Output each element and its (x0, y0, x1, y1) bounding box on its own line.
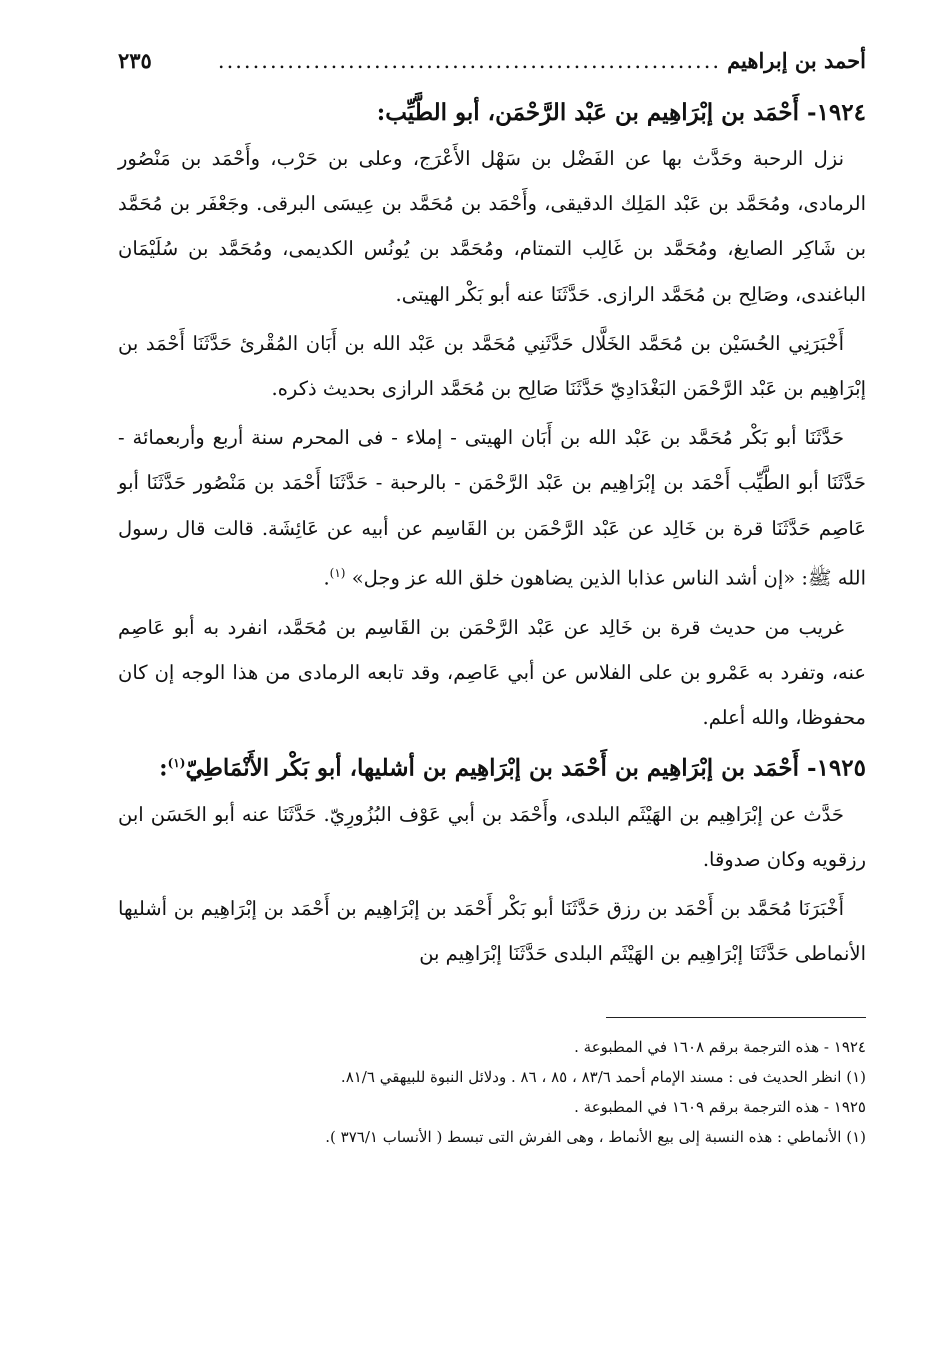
footnote-marker: (١) (329, 565, 346, 580)
entry-1924-paragraph-2: أَخْبَرَنِي الحُسَيْن بن مُحَمَّد الخَلَّال حَدَّثَنِي مُحَمَّد بن عَبْد الله بن أَبَان المُقْرئ حَدَّثَنَا أَحْمَد بن إبْرَاهِيم بن عَبْد الرَّحْمَن البَغْدَادِيّ حَدَّثَنَا صَالِح بن مُحَمَّد الرازى بحديث ذكره. (118, 331, 866, 401)
running-header (118, 48, 866, 90)
page-number: ٢٣٥ (118, 48, 152, 73)
entry-1924-heading: ١٩٢٤- أَحْمَد بن إبْرَاهِيم بن عَبْد الرَّحْمَن، أبو الطَّيِّب: (376, 99, 866, 126)
entry-1924-paragraph-3 (118, 415, 866, 600)
sentence-end: . (323, 566, 330, 590)
footnote-separator (606, 1017, 866, 1018)
entry-1925-heading (118, 740, 866, 792)
footnote-item: ١٩٢٥ - هذه الترجمة برقم ١٦٠٩ في المطبوعة . (574, 1097, 866, 1116)
footnotes (118, 1032, 866, 1152)
heading-colon: : (159, 754, 168, 782)
entry-1924-paragraph-4: غريب من حديث قرة بن خَالِد عن عَبْد الرَّحْمَن بن القَاسِم بن مُحَمَّد، انفرد به أبو عَاصِم عنه، وتفرد به عَمْرو بن على الفلاس عن أبي عَاصِم، وقد تابعه الرمادى من هذا الوجه إن كان محفوظا، والله أعلم. (118, 615, 866, 729)
entry-1925-paragraph-2: أَخْبَرَنَا مُحَمَّد بن أَحْمَد بن رزق حَدَّثَنَا أبو بَكْر أَحْمَد بن إبْرَاهِيم بن أَحْمَد بن إبْرَاهِيم بن أشليها الأنماطى حَدَّثَنَا إبْرَاهِيم بن الهَيْثَم البلدى حَدَّثَنَا إبْرَاهِيم بن (118, 897, 866, 966)
footnote-item: (١) الأنماطي : هذه النسبة إلى بيع الأنماط ، وهى الفرش التى تبسط ( الأنساب ٣٧٦/١ ). (325, 1127, 866, 1146)
footnote-item: (١) انظر الحديث فى : مسند الإمام أحمد ٨٣/٦ ، ٨٥ ، ٨٦ . ودلائل النبوة للبيهقي ٨١/٦. (340, 1067, 866, 1086)
entry-1924-hadith-text: حَدَّثَنَا أبو بَكْر مُحَمَّد بن عَبْد الله بن أَبَان الهيتى - إملاء - فى المحرم سنة أربع وأربعمائة - حَدَّثَنَا أبو الطَّيِّب أَحْمَد بن إبْرَاهِيم بن عَبْد الرَّحْمَن - بالرحبة - حَدَّثَنَا أَحْمَد بن مَنْصُور حَدَّثَنَا أبو عَاصِم حَدَّثَنَا قرة بن خَالِد عن عَبْد الرَّحْمَن بن القَاسِم عن أبيه عن عَائِشَة. قالت قال رسول الله ﷺ: «إن أشد الناس عذابا الذين يضاهون خلق الله عز وجل» (118, 426, 866, 590)
footnote-marker: (١) (167, 756, 186, 771)
footnote-item: ١٩٢٤ - هذه الترجمة برقم ١٦٠٨ في المطبوعة . (574, 1037, 866, 1056)
entry-1925-paragraph-1: حَدَّث عن إبْرَاهِيم بن الهَيْثَم البلدى، وأَحْمَد بن أبي عَوْف البُزُورِيّ. حَدَّثَنَا عنه أبو الحَسَن ابن رزقويه وكان صدوقا. (118, 802, 866, 871)
header-leader-dots: .......................................................... (217, 49, 722, 73)
entry-1924-paragraph-1: نزل الرحبة وحَدَّث بها عن الفَضْل بن سَهْل الأَعْرَج، وعلى بن حَرْب، وأَحْمَد بن مَنْصُور الرمادى، ومُحَمَّد بن عَبْد المَلِك الدقيقى، وأَحْمَد بن مُحَمَّد بن عِيسَى البرقى. وجَعْفَر بن مُحَمَّد بن شَاكِر الصايغ، ومُحَمَّد بن غَالِب التمتام، ومُحَمَّد بن يُونُس الكديمى، ومُحَمَّد بن سُلَيْمَان الباغندى، وصَالِح بن مُحَمَّد الرازى. حَدَّثَنَا عنه أبو بَكْر الهيتى. (118, 147, 866, 306)
book-page (118, 48, 866, 1152)
entry-1925-heading-text: ١٩٢٥- أَحْمَد بن إبْرَاهِيم بن أَحْمَد بن إبْرَاهِيم بن أشليها، أبو بَكْر الأَنْمَاطِيّ (185, 754, 866, 782)
header-title: أحمد بن إبراهيم (727, 48, 866, 73)
